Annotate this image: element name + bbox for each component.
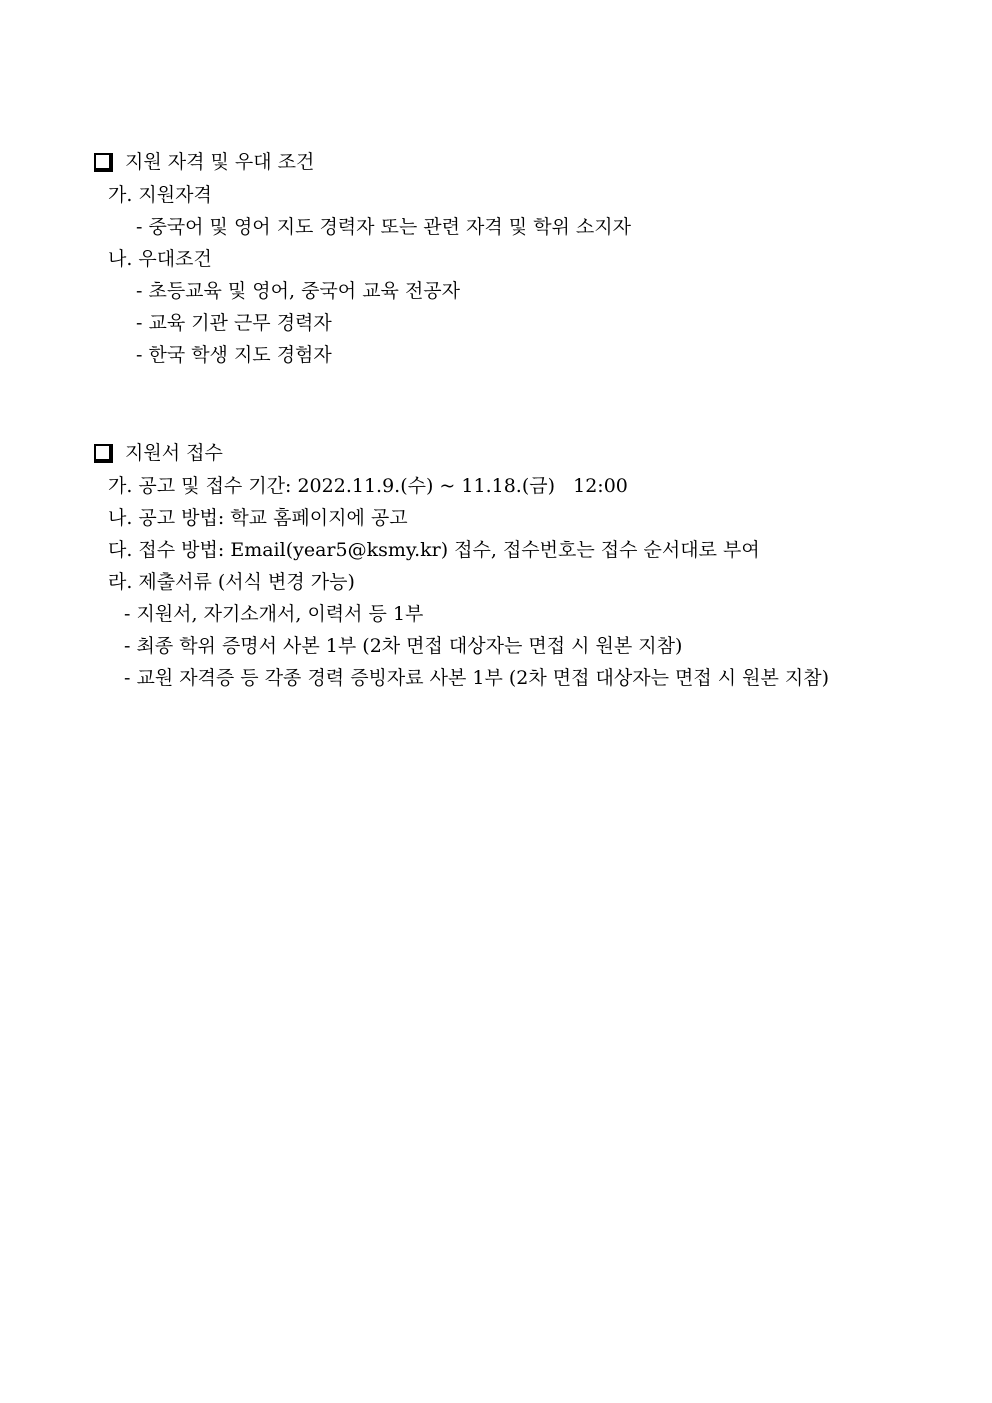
document-item: - 교원 자격증 등 각종 경력 증빙자료 사본 1부 (2차 면접 대상자는 면접 시 원본 지참) xyxy=(124,667,829,689)
section-title: 지원서 접수 xyxy=(125,442,223,464)
application-item: 나. 공고 방법: 학교 홈페이지에 공고 xyxy=(108,507,408,529)
qualification-label: 가. 지원자격 xyxy=(108,184,212,206)
application-item: 가. 공고 및 접수 기간: 2022.11.9.(수) ~ 11.18.(금) 12:00 xyxy=(108,475,628,497)
preference-label: 나. 우대조건 xyxy=(108,248,212,270)
preference-item: - 초등교육 및 영어, 중국어 교육 전공자 xyxy=(136,280,461,302)
section-title: 지원 자격 및 우대 조건 xyxy=(125,151,315,173)
section-heading-application xyxy=(94,441,223,465)
document-item: - 최종 학위 증명서 사본 1부 (2차 면접 대상자는 면접 시 원본 지참) xyxy=(124,635,683,657)
section-heading-qualifications xyxy=(94,150,314,174)
preference-item: - 교육 기관 근무 경력자 xyxy=(136,312,332,334)
application-item: 라. 제출서류 (서식 변경 가능) xyxy=(108,571,355,593)
qualification-item: - 중국어 및 영어 지도 경력자 또는 관련 자격 및 학위 소지자 xyxy=(136,216,631,238)
preference-item: - 한국 학생 지도 경험자 xyxy=(136,344,332,366)
document-item: - 지원서, 자기소개서, 이력서 등 1부 xyxy=(124,603,424,625)
checkbox-icon xyxy=(94,444,113,463)
checkbox-icon xyxy=(94,153,113,172)
application-item: 다. 접수 방법: Email(year5@ksmy.kr) 접수, 접수번호는 접수 순서대로 부여 xyxy=(108,539,760,561)
